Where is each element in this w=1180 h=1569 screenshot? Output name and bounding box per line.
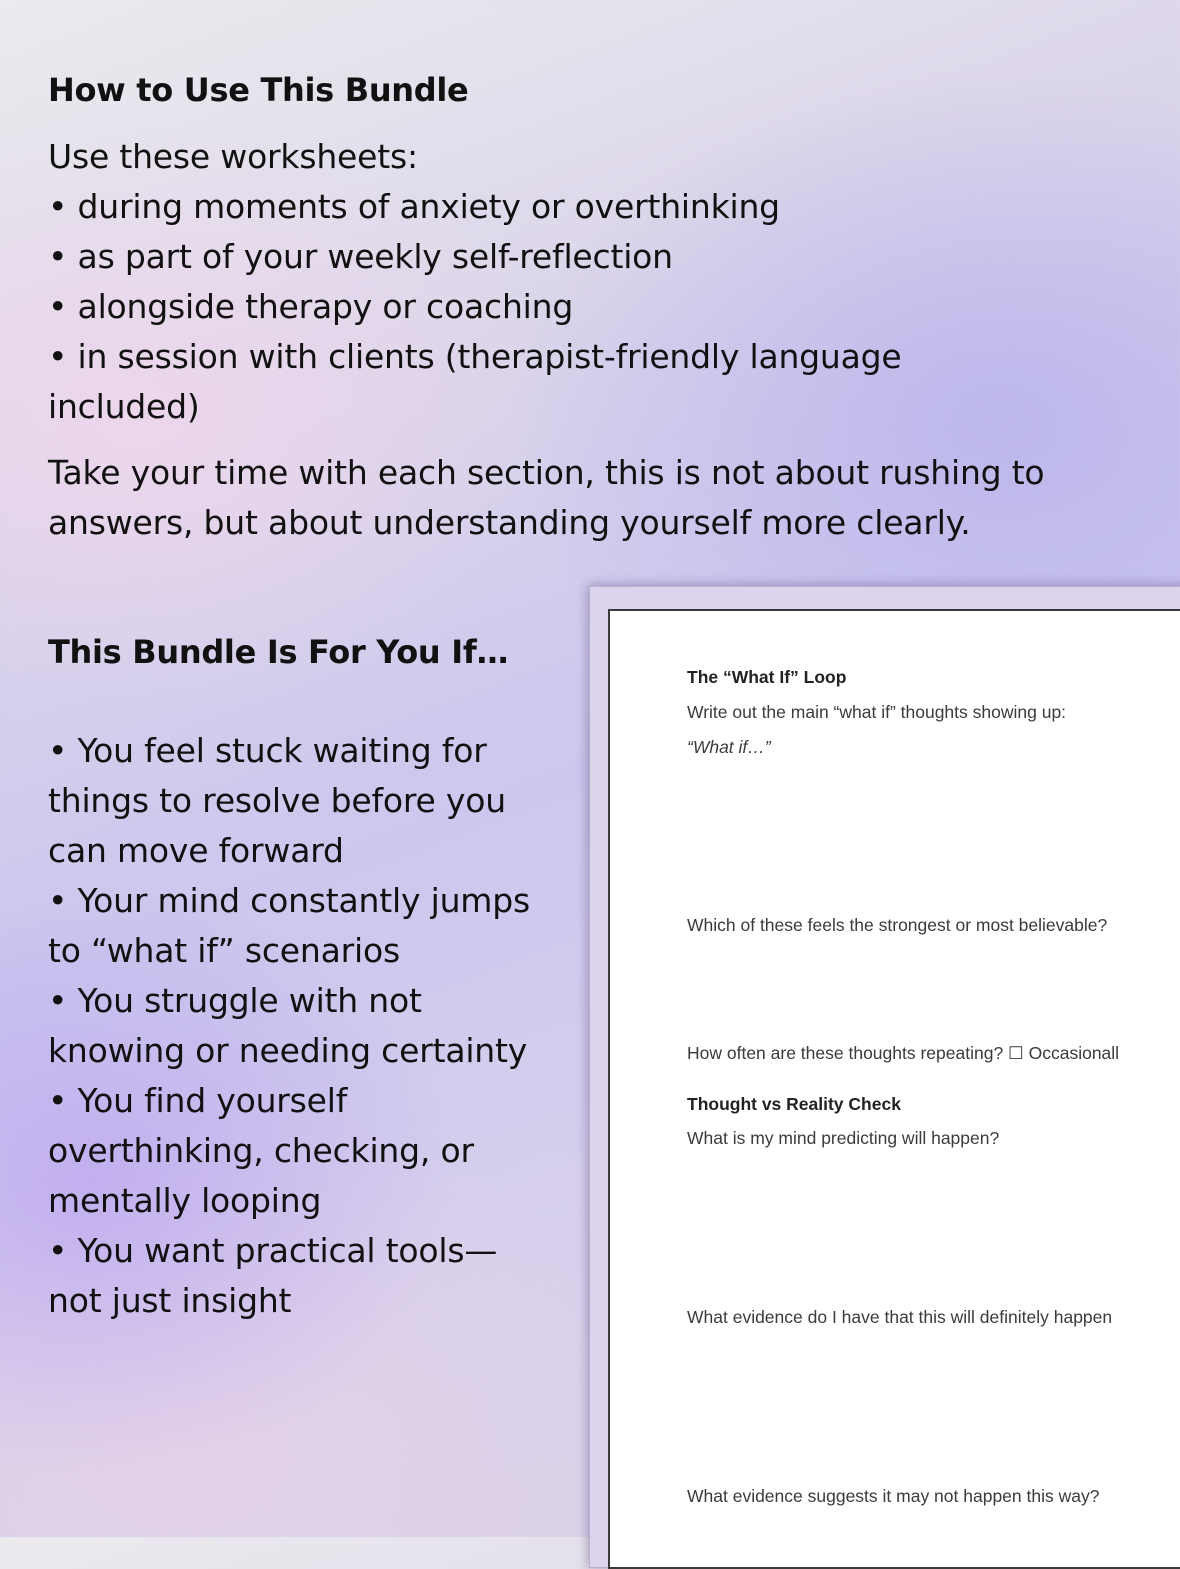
- foryou-line: • You want practical tools—: [48, 1231, 498, 1270]
- howto-bullet: • as part of your weekly self-reflection: [48, 237, 673, 276]
- foryou-line: • You struggle with not: [48, 981, 422, 1020]
- foryou-heading: This Bundle Is For You If…: [48, 633, 509, 671]
- foryou-section: [48, 632, 508, 672]
- worksheet-prompt: What evidence do I have that this will definitely happen: [687, 1307, 1113, 1327]
- howto-section: [48, 70, 468, 110]
- worksheet-prompt-starter: “What if…”: [687, 737, 771, 757]
- worksheet-prompt: Write out the main “what if” thoughts showing up:: [687, 702, 1067, 722]
- foryou-line: knowing or needing certainty: [48, 1031, 528, 1070]
- foryou-line: • You feel stuck waiting for: [48, 731, 487, 770]
- worksheet-prompt: What is my mind predicting will happen?: [687, 1128, 1000, 1148]
- foryou-line: • You find yourself: [48, 1081, 348, 1120]
- howto-closing-line: Take your time with each section, this is not about rushing to: [48, 453, 1045, 492]
- worksheet-section-title: Thought vs Reality Check: [687, 1094, 901, 1114]
- howto-bullet: • alongside therapy or coaching: [48, 287, 574, 326]
- howto-bullet-cont: included): [48, 387, 200, 426]
- worksheet-page: [608, 609, 1180, 1569]
- foryou-list: [48, 726, 588, 1326]
- worksheet-preview-frame: [589, 586, 1180, 1568]
- foryou-line: overthinking, checking, or: [48, 1131, 474, 1170]
- foryou-line: mentally looping: [48, 1181, 322, 1220]
- foryou-line: • Your mind constantly jumps: [48, 881, 530, 920]
- howto-heading: How to Use This Bundle: [48, 71, 469, 109]
- foryou-line: to “what if” scenarios: [48, 931, 400, 970]
- howto-intro: Use these worksheets:: [48, 137, 418, 176]
- howto-bullet: • in session with clients (therapist-friendly language: [48, 337, 902, 376]
- worksheet-section-title: The “What If” Loop: [687, 667, 847, 687]
- worksheet-prompt: What evidence suggests it may not happen this way?: [687, 1486, 1100, 1506]
- foryou-line: things to resolve before you: [48, 781, 506, 820]
- howto-closing: [48, 448, 1148, 548]
- howto-body: [48, 132, 1148, 432]
- foryou-line: not just insight: [48, 1281, 292, 1320]
- worksheet-prompt: Which of these feels the strongest or most believable?: [687, 915, 1108, 935]
- foryou-line: can move forward: [48, 831, 344, 870]
- worksheet-prompt: How often are these thoughts repeating? ☐ Occasionall: [687, 1043, 1120, 1063]
- howto-bullet: • during moments of anxiety or overthinking: [48, 187, 780, 226]
- howto-closing-line: answers, but about understanding yourself more clearly.: [48, 503, 971, 542]
